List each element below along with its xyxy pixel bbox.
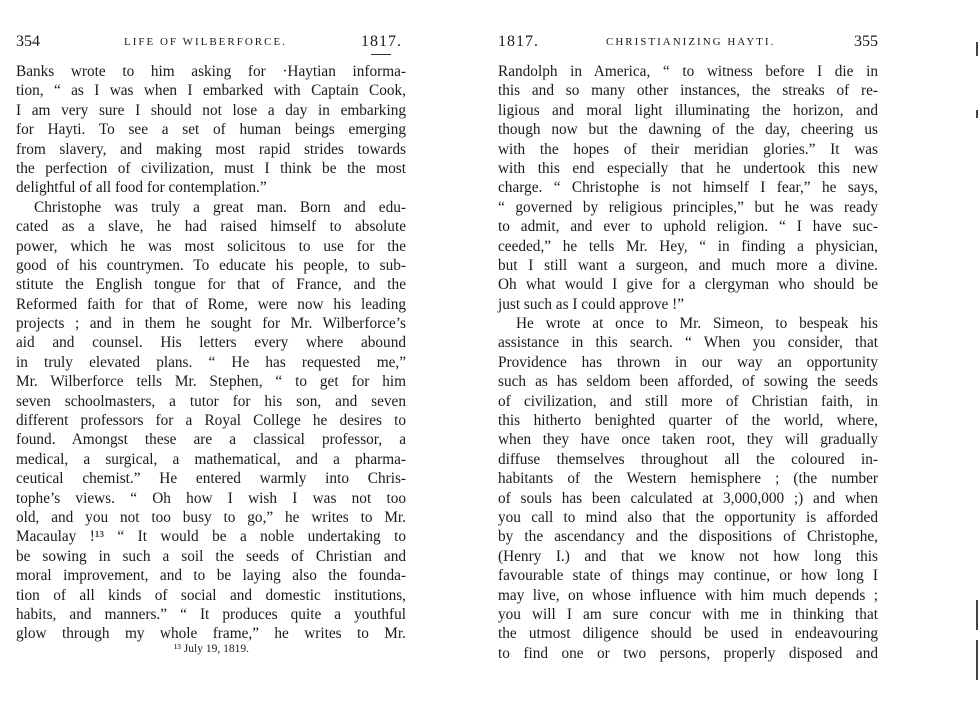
left-running-title: LIFE OF WILBERFORCE. [124, 36, 287, 48]
text-line: to find one or two persons, properly disposed and [498, 644, 878, 662]
text-line: but I still want a surgeon, and much more a divine. [498, 256, 878, 274]
paragraph-start-line: Christophe was truly a great man. Born and edu- [34, 198, 406, 216]
text-line: assistance in this search. “ When you consider, that [498, 334, 878, 352]
text-line: just such as I could approve !” [498, 295, 685, 313]
text-line: delightful of all food for contemplation.” [16, 179, 267, 197]
text-line: Reformed faith for that of Rome, were now his leading [16, 295, 406, 313]
text-line: you will I am sure concur with me in thinking that [498, 605, 878, 623]
text-line: in truly elevated plans. “ He has requested me,” [16, 353, 406, 371]
text-line: tophe’s views. “ Oh how I wish I was not too [16, 489, 406, 507]
text-line: Macaulay !¹³ “ It would be a noble undertaking to [16, 528, 406, 546]
text-line: Randolph in America, “ to witness before I die in [498, 63, 878, 80]
text-line: this and so many other instances, the streaks of re- [498, 82, 878, 100]
text-line: stitute the English tongue for that of France, and the [16, 276, 406, 294]
right-page-number: 355 [854, 33, 878, 50]
text-line: cated as a slave, he had raised himself to absolute [16, 218, 406, 236]
text-line: though now but the dawning of the day, cheering us [498, 121, 878, 139]
page-edge-marks [968, 0, 980, 705]
text-line: such as has seldom been afforded, of sowing the seeds [498, 373, 878, 391]
text-line: diffuse themselves throughout all the coloured in- [498, 450, 878, 468]
text-line: with the hopes of their meridian glories.” It was [498, 140, 878, 158]
text-line: tion of all kinds of social and domestic institutions, [16, 586, 406, 604]
text-line: Providence has thrown in our way an opportunity [498, 353, 878, 371]
text-line: charge. “ Christophe is not himself I fear,” he says, [498, 179, 878, 197]
text-line: favourable state of things may continue, or how long I [498, 567, 878, 585]
text-line: (Henry I.) and that we know not how long this [498, 547, 878, 565]
text-line: the utmost diligence should be used in endeavouring [498, 625, 878, 643]
text-line: of civilization, and still more of Christian faith, in [498, 392, 878, 410]
text-line: projects ; and in them he sought for Mr. Wilberforce’s [16, 315, 406, 333]
right-page-header [498, 33, 878, 53]
text-line: moral improvement, and to be laying also the founda- [16, 567, 406, 585]
text-line: you call to mind also that the opportunity is afforded [498, 508, 878, 526]
text-line: to admit, and ever to uphold religion. “ I have suc- [498, 218, 878, 236]
text-line: power, which he was most solicitous to use for the [16, 237, 406, 255]
text-line: for Hayti. To see a set of human beings emerging [16, 121, 406, 139]
text-line: ceeded,” he tells Mr. Hey, “ in finding a physician, [498, 237, 878, 255]
text-line: I am very sure I should not lose a day in embarking [16, 101, 406, 119]
text-line: may live, on whose influence with him much depends ; [498, 586, 878, 604]
text-line: tion, “ as I was when I embarked with Captain Cook, [16, 82, 406, 100]
text-line: “ governed by religious principles,” but he was ready [498, 198, 878, 216]
text-line: be sowing in such a soil the seeds of Christian and [16, 547, 406, 565]
text-line: aid and counsel. His letters every where abound [16, 334, 406, 352]
text-line: of souls has been calculated at 3,000,000 ;) and when [498, 489, 878, 507]
paragraph-start-line: He wrote at once to Mr. Simeon, to bespeak his [516, 315, 878, 333]
text-line: when they have once taken root, they will gradually [498, 431, 878, 449]
text-line: medical, a surgical, a mathematical, and a pharma- [16, 450, 406, 468]
text-line: ligious and moral light illuminating the horizon, and [498, 101, 878, 119]
text-line: habits, and manners.” “ It produces quite a youthful [16, 605, 406, 623]
text-line: found. Amongst these are a classical professor, a [16, 431, 406, 449]
text-line: Oh what would I give for a clergyman who should be [498, 276, 878, 294]
right-running-title: CHRISTIANIZING HAYTI. [606, 36, 776, 48]
text-line: the perfection of civilization, must I think be the most [16, 159, 406, 177]
right-page-year: 1817. [498, 33, 539, 50]
left-page-header [16, 33, 406, 53]
text-line: with this end especially that he undertook this new [498, 159, 878, 177]
text-line: good of his countrymen. To educate his people, to sub- [16, 256, 406, 274]
text-line: ceutical chemist.” He entered warmly into Chris- [16, 470, 406, 488]
text-line: this hitherto benighted quarter of the world, where, [498, 412, 878, 430]
text-line: glow through my whole frame,” he writes to Mr. [16, 625, 406, 643]
text-line: seven schoolmasters, a tutor for his son, and seven [16, 392, 406, 410]
text-line: Banks wrote to him asking for ·Haytian informa- [16, 63, 406, 80]
text-line: different professors for a Royal College he desires to [16, 412, 406, 430]
text-line: by the ascendancy and the dispositions of Christophe, [498, 528, 878, 546]
right-page-body [498, 62, 878, 663]
text-line: Mr. Wilberforce tells Mr. Stephen, “ to get for him [16, 373, 406, 391]
text-line: habitants of the Western hemisphere ; (the number [498, 470, 878, 488]
left-page-body [16, 62, 406, 644]
text-line: from slavery, and making most rapid strides towards [16, 140, 406, 158]
footnote: ¹³ July 19, 1819. [174, 643, 249, 655]
left-page-number: 354 [16, 33, 40, 50]
text-line: old, and you not too busy to go,” he writes to Mr. [16, 508, 406, 526]
left-page-year: 1817. [361, 33, 402, 50]
